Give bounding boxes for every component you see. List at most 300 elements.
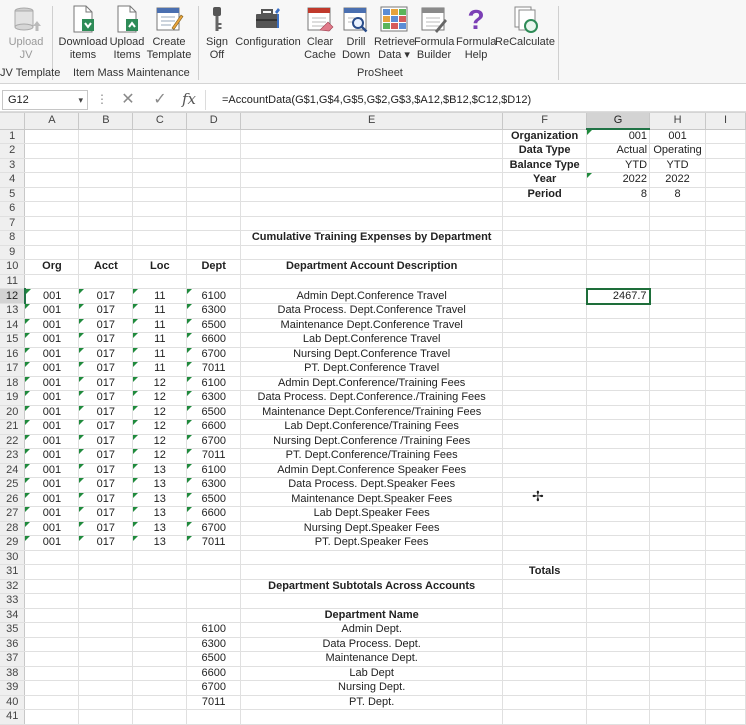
cell-description[interactable]: PT. Dept.Conference Travel [241,362,503,377]
cell[interactable] [706,695,746,710]
cell[interactable] [587,695,650,710]
cell[interactable] [25,608,79,623]
cell[interactable] [587,362,650,377]
retrieve-data-button[interactable] [374,4,414,66]
cell[interactable] [650,681,706,696]
row-header[interactable]: 15 [0,333,25,348]
column-header-i[interactable]: I [706,113,746,129]
cell[interactable] [133,231,187,246]
upload-jv-button[interactable] [4,4,48,66]
cell-loc[interactable]: 11 [133,289,187,304]
cell[interactable] [25,187,79,202]
param-value-g[interactable]: Actual [587,144,650,159]
cell-loc[interactable]: 11 [133,347,187,362]
cell[interactable] [79,565,133,580]
cell-dept[interactable]: 7011 [187,449,241,464]
cell[interactable] [650,449,706,464]
cell[interactable] [503,333,587,348]
cell[interactable] [706,434,746,449]
row-header[interactable]: 39 [0,681,25,696]
cell-dept[interactable]: 6500 [187,318,241,333]
row-header[interactable]: 40 [0,695,25,710]
cell[interactable] [650,637,706,652]
cell[interactable] [706,304,746,319]
cell[interactable] [503,710,587,725]
cell[interactable] [79,144,133,159]
cell[interactable] [25,550,79,565]
cell-description[interactable]: Data Process. Dept.Conference Travel [241,304,503,319]
more-options-icon[interactable]: ⋮ [96,92,109,106]
cell[interactable] [650,216,706,231]
cell[interactable] [133,550,187,565]
cancel-icon[interactable]: ✕ [121,91,135,108]
create-template-button[interactable] [146,4,192,66]
cell-dept[interactable]: 6700 [187,347,241,362]
cell-loc[interactable]: 13 [133,478,187,493]
cell[interactable] [133,144,187,159]
cell[interactable] [503,463,587,478]
cell[interactable] [706,594,746,609]
cell[interactable] [187,158,241,173]
cell[interactable] [187,187,241,202]
cell[interactable] [706,623,746,638]
cell[interactable] [241,202,503,217]
row-header[interactable]: 23 [0,449,25,464]
cell-loc[interactable]: 13 [133,521,187,536]
cell[interactable] [587,260,650,275]
subtotal-dept-name[interactable]: Admin Dept. [241,623,503,638]
cell[interactable] [587,710,650,725]
param-value-h[interactable]: 8 [650,187,706,202]
cell[interactable] [79,637,133,652]
cell[interactable] [706,362,746,377]
cell[interactable] [650,434,706,449]
subtotal-dept[interactable]: 7011 [187,695,241,710]
cell[interactable] [133,216,187,231]
row-header[interactable]: 19 [0,391,25,406]
cell[interactable] [241,129,503,144]
cell[interactable] [706,666,746,681]
cell[interactable] [503,289,587,304]
cell[interactable] [503,347,587,362]
cell[interactable] [587,666,650,681]
cell[interactable] [706,347,746,362]
cell-loc[interactable]: 13 [133,492,187,507]
cell[interactable] [25,216,79,231]
cell[interactable] [706,420,746,435]
row-header[interactable]: 37 [0,652,25,667]
sign-off-button[interactable] [200,4,234,66]
cell-org[interactable]: 001 [25,478,79,493]
cell[interactable] [25,710,79,725]
cell[interactable] [587,478,650,493]
cell-loc[interactable]: 12 [133,405,187,420]
cell[interactable] [706,565,746,580]
cell[interactable] [133,637,187,652]
cell[interactable] [133,579,187,594]
param-label[interactable]: Organization [503,129,587,144]
cell-org[interactable]: 001 [25,391,79,406]
clear-cache-button[interactable] [302,4,338,66]
cell[interactable] [587,318,650,333]
cell-description[interactable]: Maintenance Dept.Conference/Training Fees [241,405,503,420]
cell[interactable] [503,695,587,710]
row-header[interactable]: 4 [0,173,25,188]
cell[interactable] [706,681,746,696]
cell[interactable] [79,579,133,594]
cell[interactable] [650,231,706,246]
row-header[interactable]: 17 [0,362,25,377]
cell[interactable] [187,594,241,609]
cell[interactable] [706,463,746,478]
cell[interactable] [25,652,79,667]
cell-acct[interactable]: 017 [79,420,133,435]
formula-help-button[interactable] [456,4,496,66]
header-description[interactable]: Department Account Description [241,260,503,275]
cell-org[interactable]: 001 [25,362,79,377]
cell-loc[interactable]: 11 [133,333,187,348]
cell-org[interactable]: 001 [25,376,79,391]
dept-name-header[interactable]: Department Name [241,608,503,623]
cell-org[interactable]: 001 [25,420,79,435]
cell[interactable] [706,216,746,231]
cell[interactable] [587,216,650,231]
cell-loc[interactable]: 12 [133,434,187,449]
cell[interactable] [79,652,133,667]
header-acct[interactable]: Acct [79,260,133,275]
cell[interactable] [503,681,587,696]
cell-org[interactable]: 001 [25,333,79,348]
cell[interactable] [503,231,587,246]
cell-dept[interactable]: 6100 [187,376,241,391]
cell[interactable] [587,637,650,652]
cell[interactable] [241,216,503,231]
cell-dept[interactable]: 6600 [187,333,241,348]
cell-description[interactable]: Lab Dept.Speaker Fees [241,507,503,522]
cell-acct[interactable]: 017 [79,376,133,391]
cell[interactable] [706,449,746,464]
column-header-c[interactable]: C [133,113,187,129]
cell[interactable] [503,521,587,536]
cell-dept[interactable]: 7011 [187,362,241,377]
cell[interactable] [25,594,79,609]
cell-acct[interactable]: 017 [79,507,133,522]
cell-acct[interactable]: 017 [79,478,133,493]
cell[interactable] [706,492,746,507]
cell[interactable] [79,623,133,638]
cell-org[interactable]: 001 [25,304,79,319]
row-header[interactable]: 33 [0,594,25,609]
subtotal-dept[interactable]: 6300 [187,637,241,652]
cell[interactable] [650,362,706,377]
cell-dept[interactable]: 7011 [187,536,241,551]
cell[interactable] [241,274,503,289]
header-org[interactable]: Org [25,260,79,275]
recalculate-button[interactable] [496,4,554,66]
cell[interactable] [133,652,187,667]
chevron-down-icon[interactable]: ▾ [78,95,83,105]
cell-description[interactable]: Nursing Dept.Conference /Training Fees [241,434,503,449]
formula-builder-button[interactable] [414,4,454,66]
cell[interactable] [241,550,503,565]
cell-dept[interactable]: 6300 [187,391,241,406]
subtotal-dept[interactable]: 6500 [187,652,241,667]
subtotal-dept[interactable]: 6600 [187,666,241,681]
cell-loc[interactable]: 11 [133,362,187,377]
cell[interactable] [79,594,133,609]
cell[interactable] [587,463,650,478]
cell[interactable] [503,304,587,319]
row-header[interactable]: 13 [0,304,25,319]
cell-acct[interactable]: 017 [79,521,133,536]
cell-description[interactable]: Lab Dept.Conference/Training Fees [241,420,503,435]
cell[interactable] [587,391,650,406]
cell[interactable] [503,449,587,464]
cell[interactable] [706,333,746,348]
row-header[interactable]: 32 [0,579,25,594]
cell-dept[interactable]: 6100 [187,463,241,478]
cell[interactable] [587,507,650,522]
param-label[interactable]: Data Type [503,144,587,159]
row-header[interactable]: 38 [0,666,25,681]
row-header[interactable]: 21 [0,420,25,435]
cell-acct[interactable]: 017 [79,492,133,507]
cell[interactable] [241,187,503,202]
cell[interactable] [587,449,650,464]
cell-loc[interactable]: 13 [133,507,187,522]
cell[interactable] [650,405,706,420]
cell-org[interactable]: 001 [25,434,79,449]
cell[interactable] [503,202,587,217]
cell[interactable] [650,463,706,478]
cell[interactable] [25,245,79,260]
cell-acct[interactable]: 017 [79,318,133,333]
row-header[interactable]: 34 [0,608,25,623]
cell[interactable] [241,565,503,580]
row-header[interactable]: 8 [0,231,25,246]
cell-org[interactable]: 001 [25,492,79,507]
param-value-g[interactable]: 8 [587,187,650,202]
cell-org[interactable]: 001 [25,347,79,362]
subtotal-dept-name[interactable]: PT. Dept. [241,695,503,710]
row-header[interactable]: 14 [0,318,25,333]
cell[interactable] [187,144,241,159]
cell[interactable] [187,129,241,144]
row-header[interactable]: 35 [0,623,25,638]
row-header[interactable]: 5 [0,187,25,202]
cell[interactable] [650,695,706,710]
cell[interactable] [650,710,706,725]
cell-description[interactable]: Admin Dept.Conference Speaker Fees [241,463,503,478]
cell[interactable] [706,608,746,623]
cell[interactable] [587,245,650,260]
cell[interactable] [503,652,587,667]
param-value-g[interactable]: YTD [587,158,650,173]
cell[interactable] [587,565,650,580]
cell[interactable] [706,245,746,260]
insert-function-icon[interactable]: fx [182,90,197,108]
cell[interactable] [706,274,746,289]
cell[interactable] [650,289,706,304]
cell[interactable] [650,623,706,638]
param-label[interactable]: Year [503,173,587,188]
cell[interactable] [706,144,746,159]
cell[interactable] [79,666,133,681]
cell[interactable] [79,173,133,188]
cell-description[interactable]: Nursing Dept.Speaker Fees [241,521,503,536]
subtotal-dept[interactable]: 6100 [187,623,241,638]
cell[interactable] [650,347,706,362]
cell-acct[interactable]: 017 [79,362,133,377]
cell[interactable] [706,405,746,420]
cell[interactable] [503,608,587,623]
cell-loc[interactable]: 13 [133,463,187,478]
cell[interactable] [706,260,746,275]
cell[interactable] [587,304,650,319]
cell[interactable] [133,245,187,260]
cell[interactable] [706,231,746,246]
cell-org[interactable]: 001 [25,507,79,522]
cell[interactable] [503,318,587,333]
row-header[interactable]: 41 [0,710,25,725]
cell[interactable] [706,187,746,202]
cell-dept[interactable]: 6600 [187,507,241,522]
cell[interactable] [650,666,706,681]
cell[interactable] [241,158,503,173]
cell[interactable] [650,565,706,580]
cell[interactable] [25,202,79,217]
cell[interactable] [587,579,650,594]
cell[interactable] [79,710,133,725]
cell[interactable] [25,144,79,159]
cell[interactable] [79,550,133,565]
cell-org[interactable]: 001 [25,405,79,420]
upload-items-button[interactable] [108,4,146,66]
cell[interactable] [587,434,650,449]
column-header-e[interactable]: E [241,113,503,129]
cell[interactable] [79,231,133,246]
column-header-d[interactable]: D [187,113,241,129]
cell[interactable] [587,623,650,638]
cell-description[interactable]: Data Process. Dept.Conference./Training Fees [241,391,503,406]
row-header[interactable]: 10 [0,260,25,275]
param-value-h[interactable]: YTD [650,158,706,173]
cell[interactable] [706,318,746,333]
cell[interactable] [706,652,746,667]
cell[interactable] [187,565,241,580]
cell[interactable] [650,536,706,551]
row-header[interactable]: 22 [0,434,25,449]
cell[interactable] [133,565,187,580]
cell[interactable] [79,245,133,260]
row-header[interactable]: 9 [0,245,25,260]
cell[interactable] [587,536,650,551]
param-value-h[interactable]: 001 [650,129,706,144]
cell-acct[interactable]: 017 [79,463,133,478]
cell[interactable] [187,173,241,188]
cell[interactable] [650,594,706,609]
cell[interactable] [503,391,587,406]
column-header-b[interactable]: B [79,113,133,129]
cell[interactable] [503,666,587,681]
cell[interactable] [503,362,587,377]
cell-org[interactable]: 001 [25,463,79,478]
row-header[interactable]: 30 [0,550,25,565]
cell-dept[interactable]: 6700 [187,434,241,449]
row-header[interactable]: 2 [0,144,25,159]
header-dept[interactable]: Dept [187,260,241,275]
cell[interactable] [187,579,241,594]
cell[interactable] [706,521,746,536]
cell-dept[interactable]: 6700 [187,521,241,536]
cell[interactable] [587,202,650,217]
row-header[interactable]: 27 [0,507,25,522]
cell[interactable] [706,202,746,217]
row-header[interactable]: 7 [0,216,25,231]
cell[interactable] [706,536,746,551]
cell-dept[interactable]: 6100 [187,289,241,304]
cell[interactable] [25,158,79,173]
cell[interactable] [187,202,241,217]
param-label[interactable]: Balance Type [503,158,587,173]
cell-loc[interactable]: 12 [133,420,187,435]
cell-org[interactable]: 001 [25,536,79,551]
cell[interactable] [79,608,133,623]
cell[interactable] [587,274,650,289]
cell[interactable] [187,608,241,623]
cell[interactable] [25,579,79,594]
row-header[interactable]: 16 [0,347,25,362]
subtotal-dept-name[interactable]: Data Process. Dept. [241,637,503,652]
cell[interactable] [706,550,746,565]
totals-label[interactable]: Totals [503,565,587,580]
cell-loc[interactable]: 12 [133,449,187,464]
cell-dept[interactable]: 6500 [187,405,241,420]
row-header[interactable]: 31 [0,565,25,580]
cell[interactable] [187,550,241,565]
cell-description[interactable]: PT. Dept.Conference/Training Fees [241,449,503,464]
cell[interactable] [79,202,133,217]
row-header[interactable]: 11 [0,274,25,289]
cell[interactable] [503,507,587,522]
cell[interactable] [503,434,587,449]
cell[interactable] [587,492,650,507]
cell[interactable] [133,173,187,188]
cell[interactable] [650,391,706,406]
cell[interactable] [650,478,706,493]
formula-input[interactable] [205,90,741,110]
cell[interactable] [241,173,503,188]
cell[interactable] [706,579,746,594]
cell[interactable] [241,594,503,609]
cell[interactable] [79,158,133,173]
cell-description[interactable]: PT. Dept.Speaker Fees [241,536,503,551]
subtotal-dept[interactable]: 6700 [187,681,241,696]
cell[interactable] [650,492,706,507]
cell[interactable] [706,478,746,493]
cell[interactable] [650,420,706,435]
cell[interactable] [503,536,587,551]
cell[interactable] [133,710,187,725]
cell[interactable] [587,333,650,348]
cell[interactable] [133,666,187,681]
select-all-corner[interactable] [0,113,25,129]
cell[interactable] [25,623,79,638]
cell-loc[interactable]: 12 [133,376,187,391]
report-title[interactable]: Cumulative Training Expenses by Department [241,231,503,246]
cell[interactable] [503,245,587,260]
name-box[interactable] [2,90,88,110]
